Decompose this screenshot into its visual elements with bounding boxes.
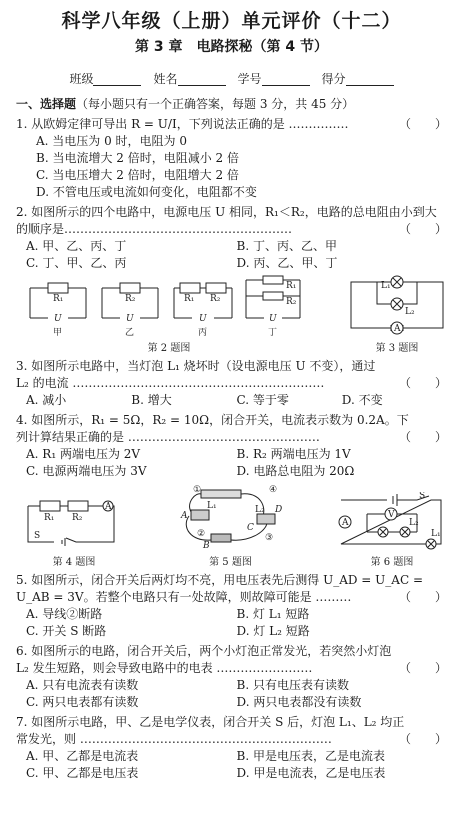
figure-6-diagram <box>337 492 447 552</box>
figure-5 <box>171 482 291 569</box>
q1-option-a[interactable]: A. 当电压为 0 时，电阻为 0 <box>36 134 188 148</box>
q4-option-b[interactable]: B. R₂ 两端电压为 1V <box>236 447 351 461</box>
fig5-letter-a: A <box>180 511 187 521</box>
question-5: 5. 如图所示，闭合开关后两灯均不亮，用电压表先后测得 U_AD = U_AC = U_AB = 3V。若整个电路只有一处故障，则故障可能是 ……… （ ） A. 导线②断路 B. 灯 L₁ 短路 C. 开关 S 断路 D. 灯 L₂ 短路 <box>16 573 447 638</box>
class-blank[interactable] <box>93 73 141 86</box>
figure-3 <box>347 274 447 355</box>
answer-paren[interactable]: （ ） <box>398 590 447 604</box>
figures-2-3 <box>24 274 447 355</box>
q7-options <box>26 748 447 782</box>
fig3-l2: L₂ <box>405 307 415 317</box>
fig5-mark-4: ④ <box>268 485 277 495</box>
q6-option-d[interactable]: D. 两只电表都没有读数 <box>236 695 362 709</box>
q6-option-a[interactable]: A. 只有电流表有读数 <box>26 678 139 692</box>
q7-option-d[interactable]: D. 甲是电流表，乙是电压表 <box>236 766 386 780</box>
fig2-ding-r1: R₁ <box>286 281 297 291</box>
q1-option-d[interactable]: D. 不管电压或电流如何变化，电阻都不变 <box>36 185 257 199</box>
answer-paren[interactable]: （ ） <box>398 661 447 675</box>
fig6-l1: L₁ <box>431 529 441 539</box>
q4-options <box>26 446 447 480</box>
q2-option-c[interactable]: C. 丁、甲、乙、丙 <box>26 256 127 270</box>
fig5-mark-1: ① <box>192 485 201 495</box>
figure-5-caption: 第 5 题图 <box>209 557 252 568</box>
question-4: 4. 如图所示，R₁ = 5Ω，R₂ = 10Ω，闭合开关，电流表示数为 0.2A。下 列计算结果正确的是 ………………………………………… （ ） A. R₁ 两端电压为 2V B. R₂ 两端电压为 1V C. 电源两端电压为 3V D. 电路总电阻为 20Ω <box>16 413 447 478</box>
fig3-l1: L₁ <box>381 281 391 291</box>
figure-2 <box>24 274 314 355</box>
fig2-label-jia: 甲 <box>53 328 63 338</box>
q7-option-c[interactable]: C. 甲、乙都是电压表 <box>26 766 139 780</box>
q4-option-c[interactable]: C. 电源两端电压为 3V <box>26 464 147 478</box>
answer-paren[interactable]: （ ） <box>398 430 447 444</box>
fig6-v: V <box>388 510 395 520</box>
fig2-yi-u: U <box>126 314 134 324</box>
fig2-jia-r1: R₁ <box>53 294 64 304</box>
fig2-bing-r2: R₂ <box>210 294 221 304</box>
figure-3-caption: 第 3 题图 <box>375 343 419 354</box>
q2-option-b[interactable]: B. 丁、丙、乙、甲 <box>236 239 337 253</box>
fig4-s: S <box>34 531 41 541</box>
q5-option-c[interactable]: C. 开关 S 断路 <box>26 624 107 638</box>
question-7: 7. 如图所示电路，甲、乙是电学仪表，闭合开关 S 后，灯泡 L₁、L₂ 均正 常发光，则 ……………………………………………………… （ ） A. 甲、乙都是电流表 B. 甲是电压表，乙是电流表 C. 甲、乙都是电压表 D. 甲是电流表，乙是电压表 <box>16 715 447 780</box>
fig6-l2: L₂ <box>409 518 419 528</box>
q5-options <box>26 606 447 640</box>
fig2-ding-u: U <box>269 314 277 324</box>
fig2-jia-u: U <box>54 314 62 324</box>
answer-paren[interactable]: （ ） <box>398 376 447 390</box>
q1-options <box>26 133 447 201</box>
fig4-a: A <box>105 502 112 512</box>
question-3: 3. 如图所示电路中，当灯泡 L₁ 烧坏时（设电源电压 U 不变），通过 L₂ 的电流 ……………………………………………………… （ ） A. 减小 B. 增大 C. 等于零 D. 不变 <box>16 359 447 407</box>
q5-option-a[interactable]: A. 导线②断路 <box>26 607 103 621</box>
section-heading: 一、选择题（每小题只有一个正确答案，每题 3 分，共 45 分） <box>16 97 355 111</box>
figures-4-6 <box>24 482 447 569</box>
figure-2-caption: 第 2 题图 <box>147 343 191 354</box>
q6-options <box>26 677 447 711</box>
name-field[interactable]: 姓名 <box>153 70 225 88</box>
q3-option-a[interactable]: A. 减小 <box>26 393 67 407</box>
q4-option-a[interactable]: A. R₁ 两端电压为 2V <box>26 447 141 461</box>
figure-2-diagram <box>24 274 314 338</box>
q6-option-b[interactable]: B. 只有电压表有读数 <box>236 678 349 692</box>
q1-option-c[interactable]: C. 当电压增大 2 倍时，电阻增大 2 倍 <box>36 168 239 182</box>
student-info-row <box>16 70 447 88</box>
q2-option-a[interactable]: A. 甲、乙、丙、丁 <box>26 239 127 253</box>
figure-4 <box>24 492 124 569</box>
number-blank[interactable] <box>262 73 310 86</box>
score-field[interactable]: 得分 <box>322 70 394 88</box>
figure-6 <box>337 492 447 569</box>
fig5-l2: L₂ <box>254 505 265 515</box>
q4-option-d[interactable]: D. 电路总电阻为 20Ω <box>236 464 355 478</box>
score-blank[interactable] <box>346 73 394 86</box>
q6-option-c[interactable]: C. 两只电表都有读数 <box>26 695 139 709</box>
fig5-mark-2: ② <box>196 529 205 539</box>
q7-option-a[interactable]: A. 甲、乙都是电流表 <box>26 749 139 763</box>
fig4-r1: R₁ <box>44 513 55 523</box>
fig5-letter-c: C <box>246 523 254 533</box>
fig2-label-ding: 丁 <box>268 328 278 338</box>
question-2: 2. 如图所示的四个电路中，电源电压 U 相同，R₁＜R₂，电路的总电阻由小到大的顺序是………………………………………………… （ ） A. 甲、乙、丙、丁 B. 丁、丙、乙、甲 C. 丁、甲、乙、丙 D. 丙、乙、甲、丁 <box>16 205 447 270</box>
fig5-letter-b: B <box>202 541 210 551</box>
figure-3-diagram <box>347 274 447 338</box>
question-6: 6. 如图所示的电路，闭合开关后，两个小灯泡正常发光，若突然小灯泡 L₂ 发生短路，则会导致电路中的电表 …………………… （ ） A. 只有电流表有读数 B. 只有电压表有读数 C. 两只电表都有读数 D. 两只电表都没有读数 <box>16 644 447 709</box>
fig3-a: A <box>394 324 401 334</box>
figure-6-caption: 第 6 题图 <box>370 557 414 568</box>
answer-paren[interactable]: （ ） <box>398 732 447 746</box>
page-title: 科学八年级（上册）单元评价（十二） <box>61 10 402 32</box>
fig6-s: S <box>419 492 426 501</box>
question-1: 1. 从欧姆定律可导出 R = U/I，下列说法正确的是 …………… （ ） A. 当电压为 0 时，电阻为 0 B. 当电流增大 2 倍时，电阻减小 2 倍 C. 当电压增大 2 倍时，电阻增大 2 倍 D. 不管电压或电流如何变化，电阻都不变 <box>16 117 447 199</box>
fig5-letter-d: D <box>274 505 282 515</box>
q2-options <box>26 238 447 272</box>
q3-option-d[interactable]: D. 不变 <box>341 393 383 407</box>
q3-options <box>26 392 447 409</box>
fig6-a: A <box>342 518 349 528</box>
number-field[interactable]: 学号 <box>238 70 310 88</box>
q7-option-b[interactable]: B. 甲是电压表，乙是电流表 <box>236 749 385 763</box>
q3-option-c[interactable]: C. 等于零 <box>236 393 289 407</box>
q5-option-b[interactable]: B. 灯 L₁ 短路 <box>236 607 310 621</box>
page-subtitle: 第 3 章 电路探秘（第 4 节） <box>135 39 328 55</box>
figure-5-diagram <box>171 482 291 552</box>
fig2-label-bing: 丙 <box>198 328 208 338</box>
answer-paren[interactable]: （ ） <box>398 222 447 236</box>
fig2-label-yi: 乙 <box>125 328 135 338</box>
fig2-ding-r2: R₂ <box>286 297 297 307</box>
fig2-bing-r1: R₁ <box>184 294 195 304</box>
fig4-r2: R₂ <box>72 513 83 523</box>
answer-paren[interactable]: （ ） <box>398 117 447 131</box>
fig2-yi-r2: R₂ <box>125 294 136 304</box>
fig5-l1: L₁ <box>206 501 217 511</box>
q3-option-b[interactable]: B. 增大 <box>131 393 172 407</box>
class-field[interactable]: 班级 <box>69 70 141 88</box>
q2-option-d[interactable]: D. 丙、乙、甲、丁 <box>236 256 338 270</box>
fig2-bing-u: U <box>199 314 207 324</box>
figure-4-caption: 第 4 题图 <box>52 557 96 568</box>
q5-option-d[interactable]: D. 灯 L₂ 短路 <box>236 624 310 638</box>
q1-option-b[interactable]: B. 当电流增大 2 倍时，电阻减小 2 倍 <box>36 151 239 165</box>
figure-4-diagram <box>24 492 124 552</box>
fig5-mark-3: ③ <box>264 533 273 543</box>
name-blank[interactable] <box>178 73 226 86</box>
